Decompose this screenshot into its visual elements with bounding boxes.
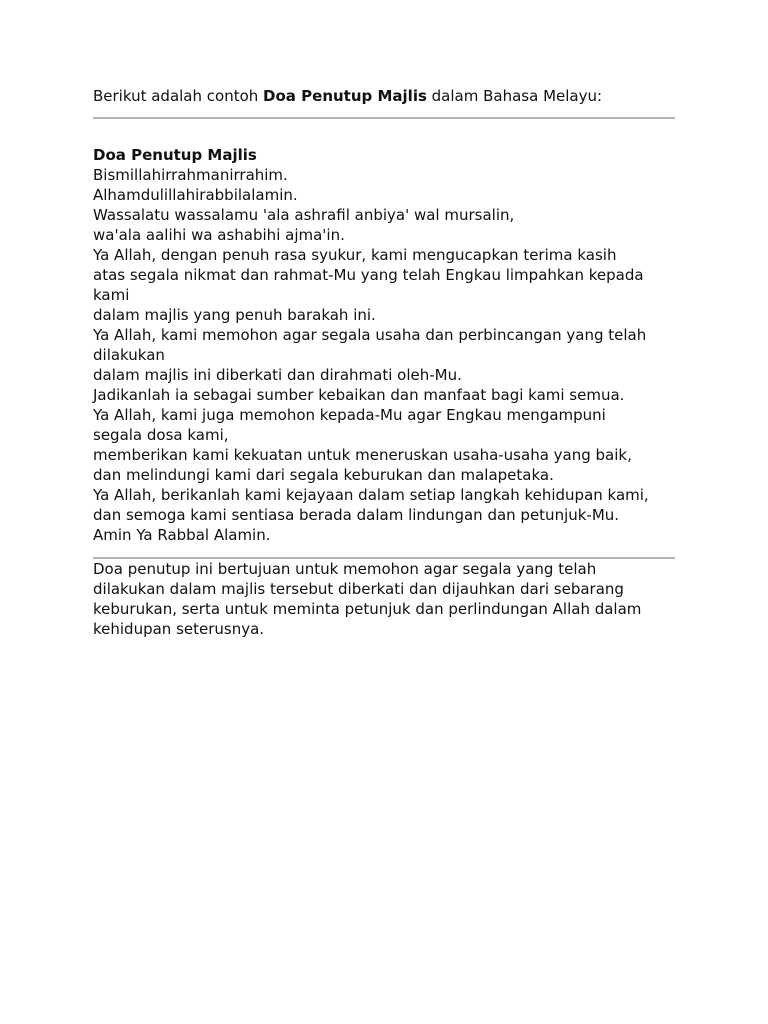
paragraph-4 xyxy=(93,325,675,405)
note-line: dilakukan dalam majlis tersebut diberkati dan dijauhkan dari sebarang xyxy=(93,580,624,598)
paragraph-line: dilakukan xyxy=(93,346,165,364)
intro-prefix: Berikut adalah contoh xyxy=(93,87,264,105)
note-line: keburukan, serta untuk meminta petunjuk dan perlindungan Allah dalam xyxy=(93,600,642,618)
paragraph-line: wa'ala aalihi wa ashabihi ajma'in. xyxy=(93,226,345,244)
paragraph-line: Ya Allah, dengan penuh rasa syukur, kami mengucapkan terima kasih xyxy=(93,246,617,264)
paragraph-line: dalam majlis ini diberkati dan dirahmati oleh-Mu. xyxy=(93,366,462,384)
divider-top xyxy=(93,117,675,119)
paragraph-line: Jadikanlah ia sebagai sumber kebaikan dan manfaat bagi kami semua. xyxy=(93,386,625,404)
paragraph-line: segala dosa kami, xyxy=(93,426,229,444)
paragraph-line: Ya Allah, kami memohon agar segala usaha dan perbincangan yang telah xyxy=(93,326,647,344)
paragraph-5 xyxy=(93,405,675,485)
note-line: kehidupan seterusnya. xyxy=(93,620,265,638)
paragraph-line: Ya Allah, kami juga memohon kepada-Mu agar Engkau mengampuni xyxy=(93,406,606,424)
intro-text xyxy=(93,86,675,106)
note-line: Doa penutup ini bertujuan untuk memohon agar segala yang telah xyxy=(93,560,597,578)
document-body xyxy=(93,86,675,639)
paragraph-line: Bismillahirrahmanirrahim. xyxy=(93,166,288,184)
paragraph-1 xyxy=(93,165,675,185)
paragraph-line: dan semoga kami sentiasa berada dalam lindungan dan petunjuk-Mu. xyxy=(93,506,620,524)
paragraph-line: Alhamdulillahirabbilalamin. xyxy=(93,186,298,204)
paragraph-7 xyxy=(93,525,675,545)
paragraph-line: atas segala nikmat dan rahmat-Mu yang telah Engkau limpahkan kepada xyxy=(93,266,644,284)
paragraph-line: Wassalatu wassalamu 'ala ashrafil anbiya' wal mursalin, xyxy=(93,206,515,224)
intro-suffix: dalam Bahasa Melayu: xyxy=(426,87,603,105)
intro-bold-title: Doa Penutup Majlis xyxy=(263,87,427,105)
paragraph-line: Ya Allah, berikanlah kami kejayaan dalam setiap langkah kehidupan kami, xyxy=(93,486,649,504)
paragraph-line: Amin Ya Rabbal Alamin. xyxy=(93,526,271,544)
paragraph-line: memberikan kami kekuatan untuk meneruskan usaha-usaha yang baik, xyxy=(93,446,632,464)
paragraph-line: kami xyxy=(93,286,130,304)
section-heading: Doa Penutup Majlis xyxy=(93,146,257,164)
paragraph-6 xyxy=(93,485,675,525)
paragraph-line: dan melindungi kami dari segala keburukan dan malapetaka. xyxy=(93,466,554,484)
paragraph-2 xyxy=(93,185,675,245)
closing-note xyxy=(93,559,675,639)
paragraph-3 xyxy=(93,245,675,325)
paragraph-line: dalam majlis yang penuh barakah ini. xyxy=(93,306,376,324)
